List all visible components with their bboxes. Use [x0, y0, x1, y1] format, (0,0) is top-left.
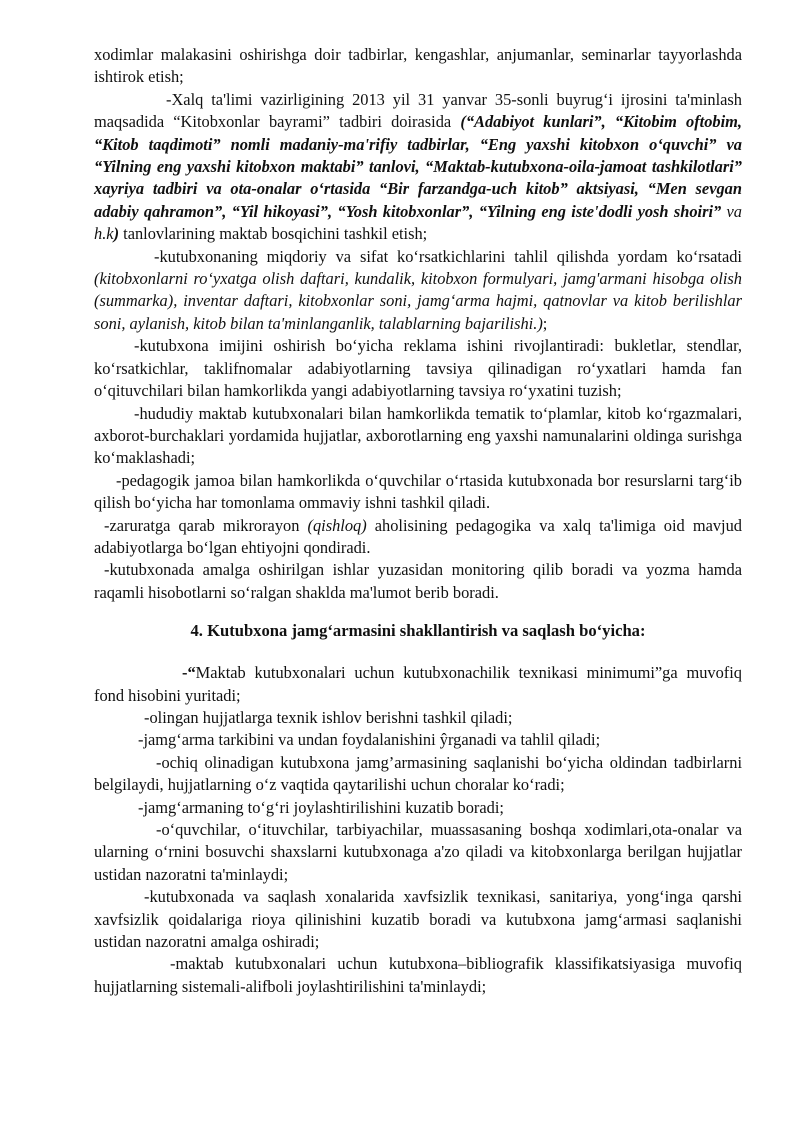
paragraph-text: Maktab kutubxonalari uchun kutubxonachilik texnikasi minimumi”ga muvofiq fond hisobini yuritadi;: [94, 663, 742, 705]
paragraph-fund-placement: -jamg‘armaning to‘g‘ri joylashtirilishini kuzatib boradi;: [138, 797, 504, 817]
paragraph-text: -zaruratga qarab mikrorayon: [104, 515, 308, 535]
paragraph-pedagogical-team: -pedagogik jamoa bilan hamkorlikda o‘quvchilar o‘rtasida kutubxonada bor resurslarni targ‘ib qilish bo‘yicha har tomonlama ommaviy ishni tashkil qiladi.: [94, 470, 742, 513]
paragraph-microdistrict: [94, 515, 742, 560]
event-list-text: (“Adabiyot kunlari”, “Kitobim oftobim, “Kitob taqdimoti” nomli madaniy-ma'rifiy tadbirlar, “Eng yaxshi kitobxon o‘quvchi” va “Yilning eng yaxshi kitobxon maktabi” tanlovi, “Maktab-kutubxona-oila-jamoat tashkilotlari” xayriya tadbiri va ota-onalar o‘rtasida “Bir farzandga-uch kitob” aktsiyasi, “Men sevgan adabiy qahramon”, “Yil hikoyasi”, “Yosh kitobxonlar”, “Yilning eng iste'dodli yosh shoiri”: [94, 112, 743, 221]
paragraph-membership: -o‘quvchilar, o‘ituvchilar, tarbiyachilar, muassasaning boshqa xodimlari,ota-onalar va ularning o‘rnini bosuvchi shaxslarni kutubxonaga a'zo qiladi va kitobxonlarga berilgan hujjatlar ustidan nazoratni ta'minlaydi;: [94, 820, 742, 884]
paragraph-text: aholisining pedagogika va xalq ta'limiga oid mavjud adabiyotlarga bo‘lgan ehtiyojni qondiradi.: [94, 515, 742, 557]
village-text: (qishloq): [307, 515, 367, 535]
paragraph-monitoring: -kutubxonada amalga oshirilgan ishlar yuzasidan monitoring qilib boradi va yozma hamda raqamli hisobotlarni so‘ralgan shaklda ma'lumot berib boradi.: [94, 560, 742, 602]
section-heading: 4. Kutubxona jamg‘armasini shakllantirish va saqlash bo‘yicha:: [190, 621, 646, 641]
paragraph-safety: -kutubxonada va saqlash xonalarida xavfsizlik texnikasi, sanitariya, yong‘inga qarshi xavfsizlik qoidalariga rioya qilinishini kuzatib boradi va kutubxona jamg‘armasi saqlanishi ustidan nazoratni amalga oshiradi;: [94, 887, 742, 952]
etc-text: va h.k: [94, 201, 742, 244]
paragraph-classification: -maktab kutubxonalari uchun kutubxona–bibliografik klassifikatsiyasiga muvofiq hujjatlarning sistemali-alifboli joylashtirilishini ta'minlaydi;: [94, 954, 742, 996]
paragraph-text: -“: [182, 663, 196, 683]
paragraph-regional-libraries: -hududiy maktab kutubxonalari bilan hamkorlikda tematik to‘plamlar, kitob ko‘rgazmalari, axborot-burchaklari yordamida hujjatlar, axborotlarning eng yaxshi namunalarini oldinga surishga ko‘maklashadi;: [94, 403, 742, 468]
paragraph-staff-training: xodimlar malakasini oshirishga doir tadbirlar, kengashlar, anjumanlar, seminarlar tayyorlashda ishtirok etish;: [94, 45, 742, 87]
paragraph-fund-preservation: -ochiq olinadigan kutubxona jamg’armasining saqlanishi bo‘yicha oldindan tadbirlarni belgilaydi, hujjatlarning o‘z vaqtida qaytarilishi uchun choralar ko‘radi;: [94, 752, 742, 795]
document-page: [94, 44, 742, 998]
paragraph-technical-processing: -olingan hujjatlarga texnik ishlov berishni tashkil qiladi;: [144, 707, 513, 727]
paragraph-text: -kutubxonaning miqdoriy va sifat ko‘rsatkichlarini tahlil qilishda yordam ko‘rsatadi: [154, 246, 742, 266]
paragraph-fund-analysis: -jamg‘arma tarkibini va undan foydalanishini ŷrganadi va tahlil qiladi;: [138, 730, 601, 750]
paragraph-indicators: [94, 246, 742, 336]
paragraph-text: tanlovlarining maktab bosqichini tashkil etish;: [119, 224, 428, 244]
paragraph-advertising: -kutubxona imijini oshirish bo‘yicha reklama ishini rivojlantiradi: bukletlar, stendlar, ko‘rsatkichlar, taklifnomalar adabiyotlarning tavsiya qilinadigan ro‘yxatlari hamda fan o‘qituvchilari bilan hamkorlikda yangi adabiyotlarning tavsiya ro‘yxatini tuzish;: [94, 336, 742, 401]
paragraph-text: ;: [542, 313, 548, 333]
paragraph-text: -Xalq ta'limi vazirligining 2013 yil 31 yanvar 35-sonli buyrug‘i ijrosini ta'minlash maqsadida “Kitobxonlar bayrami” tadbiri doirasida: [94, 89, 742, 132]
paragraph-book-festival: [94, 89, 742, 246]
indicator-list-text: (kitobxonlarni ro‘yxatga olish daftari, kundalik, kitobxon formulyari, jamg'armani hisobga olish (summarka), inventar daftari, kitobxonlar soni, jamg‘arma hajmi, qatnovlar va kitob berilishlar soni, aylanish, kitob bilan ta'minlanganlik, talablarning bajarilishi.): [94, 269, 742, 333]
paragraph-fund-accounting: [94, 662, 742, 707]
closing-paren: ): [113, 224, 120, 244]
